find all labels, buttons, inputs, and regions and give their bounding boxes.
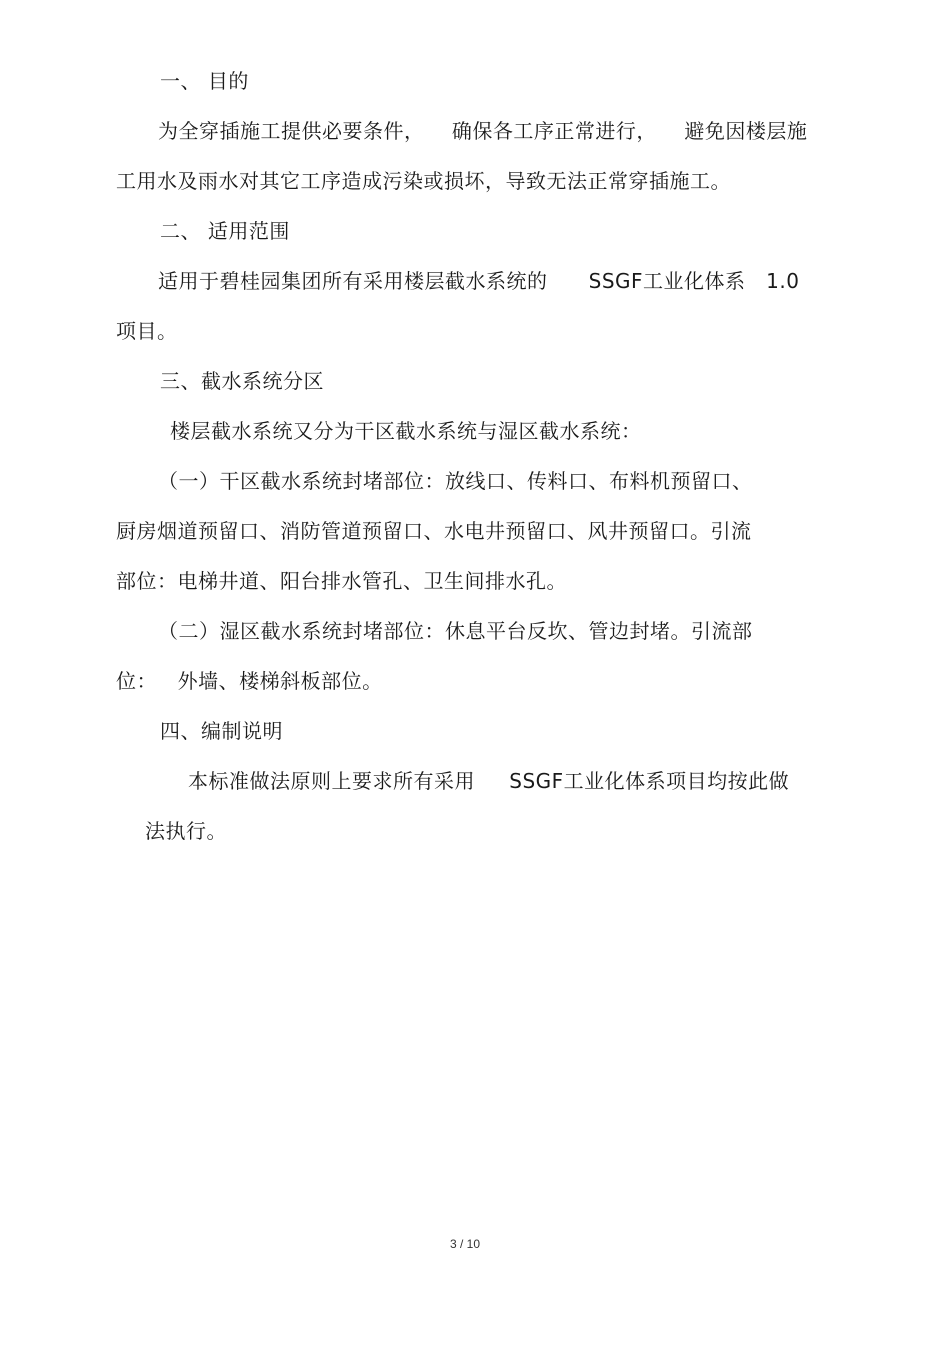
- paragraph-line: 工用水及雨水对其它工序造成污染或损坏，导致无法正常穿插施工。: [116, 169, 731, 193]
- paragraph-line: 为全穿插施工提供必要条件， 确保各工序正常进行， 避免因楼层施: [158, 119, 808, 143]
- paragraph-line: 适用于碧桂园集团所有采用楼层截水系统的 SSGF工业化体系 1.0: [158, 269, 800, 293]
- page-number: 3 / 10: [449, 1237, 481, 1251]
- paragraph-line: 厨房烟道预留口、消防管道预留口、水电井预留口、风井预留口。引流: [116, 519, 752, 543]
- paragraph-line: （一）干区截水系统封堵部位：放线口、传料口、布料机预留口、: [158, 469, 753, 493]
- heading-notes: 四、编制说明: [160, 719, 283, 743]
- heading-purpose: 一、 目的: [160, 69, 249, 93]
- paragraph-line: 楼层截水系统又分为干区截水系统与湿区截水系统：: [170, 419, 642, 443]
- heading-scope: 二、 适用范围: [160, 219, 290, 243]
- paragraph-line: 项目。: [116, 319, 178, 343]
- paragraph-line: 部位：电梯井道、阳台排水管孔、卫生间排水孔。: [116, 569, 567, 593]
- paragraph-line: 法执行。: [145, 819, 227, 843]
- paragraph-line: 位： 外墙、楼梯斜板部位。: [116, 669, 383, 693]
- heading-zones: 三、截水系统分区: [160, 369, 324, 393]
- paragraph-line: （二）湿区截水系统封堵部位：休息平台反坎、管边封堵。引流部: [158, 619, 753, 643]
- paragraph-line: 本标准做法原则上要求所有采用 SSGF工业化体系项目均按此做: [188, 769, 790, 793]
